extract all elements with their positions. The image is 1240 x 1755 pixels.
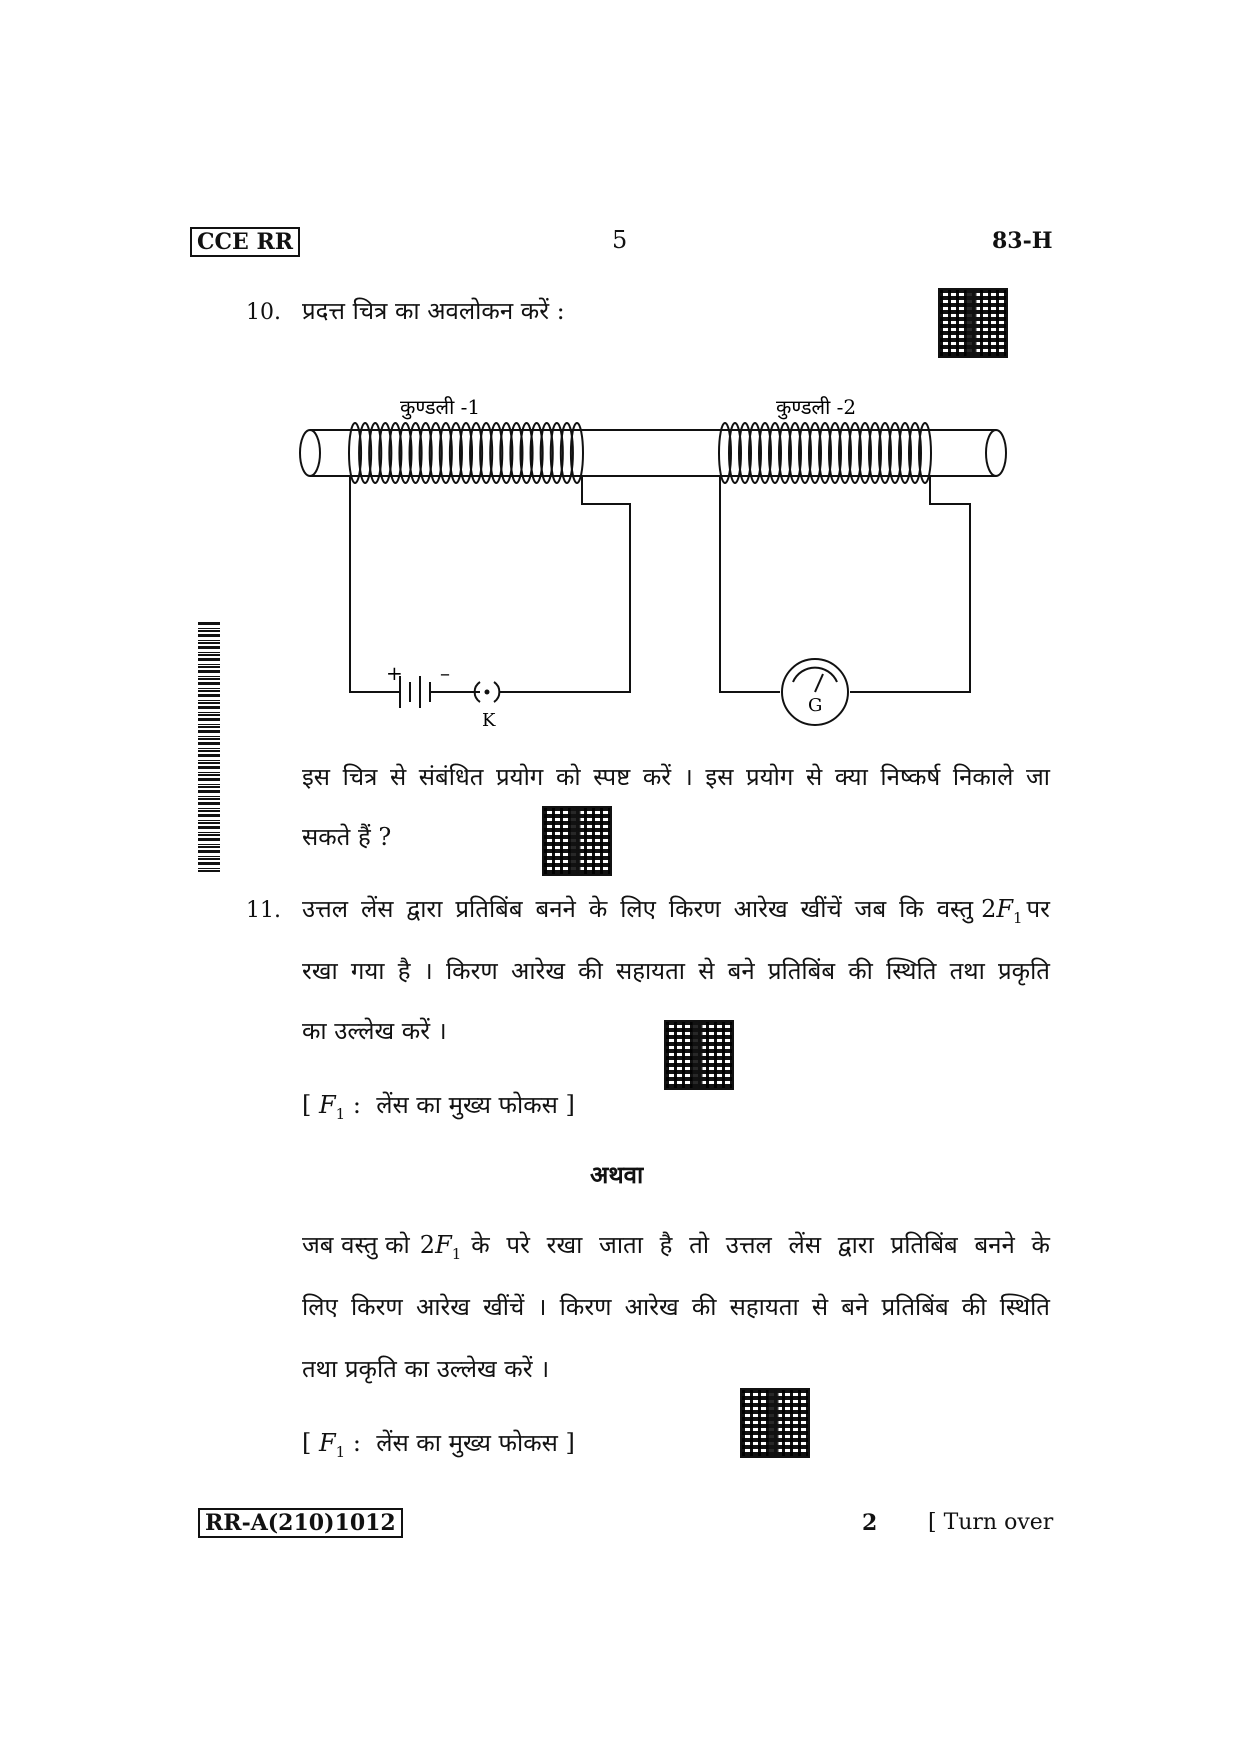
question-11-alt-line-2: लिए किरण आरेख खींचें । किरण आरेख की सहायता से बने प्रतिबिंब की स्थिति <box>302 1293 1050 1321</box>
question-11-line-1 <box>302 894 1050 933</box>
qr-code-q10-answer <box>542 806 612 876</box>
note-symbol-F: F <box>319 1091 336 1119</box>
qr-code-q11-alt <box>740 1388 810 1458</box>
coil-2-label: कुण्डली -2 <box>776 395 857 419</box>
tube-right-end <box>986 430 1006 476</box>
question-10-line-2: सकते हैं ? <box>302 823 392 851</box>
galvanometer-label: G <box>808 695 823 716</box>
question-11-alt-note: [ $F_1$ : लेंस का मुख्य फोकस ] <box>302 1429 575 1461</box>
exam-code: CCE RR <box>197 229 294 255</box>
coil-1 <box>349 423 583 483</box>
tube-left-end <box>300 430 320 476</box>
circuit-2-wire-right <box>850 476 970 692</box>
question-10-prompt: प्रदत्त चित्र का अवलोकन करें : <box>302 297 565 325</box>
qr-code-q10 <box>938 288 1008 358</box>
coil-2 <box>719 423 931 483</box>
circuit-1-wire <box>350 476 380 692</box>
or-separator: अथवा <box>590 1160 644 1189</box>
page-number-top: 5 <box>612 226 628 254</box>
paper-code: RR-A(210)1012 <box>205 1510 396 1536</box>
induction-coils-figure <box>290 380 1020 730</box>
symbol-2F1: $2F_1$ <box>981 895 1023 927</box>
question-11-line-2: रखा गया है । किरण आरेख की सहायता से बने प्रतिबिंब की स्थिति तथा प्रकृति <box>302 957 1050 985</box>
battery-minus: – <box>440 661 450 685</box>
circuit-1-wire-right <box>500 476 630 692</box>
question-11-alt-line-1: जब वस्तु को $2F_1$ के परे रखा जाता है तो उत्तल लेंस द्वारा प्रतिबिंब बनने के <box>302 1230 1050 1269</box>
question-11-line-1-text: उत्तल लेंस द्वारा प्रतिबिंब बनने के लिए किरण आरेख खींचें जब कि वस्तु <box>302 895 974 923</box>
alt-symbol-2F1: $2F_1$ <box>419 1231 462 1263</box>
question-11-line-3: का उल्लेख करें । <box>302 1017 447 1045</box>
question-number-10: 10. <box>246 300 281 325</box>
subject-code: 83-H <box>992 228 1053 254</box>
side-barcode <box>198 622 220 872</box>
turn-over-note: [ Turn over <box>928 1510 1054 1535</box>
coil-1-label: कुण्डली -1 <box>400 395 481 419</box>
key-label: K <box>482 710 496 730</box>
page-number-bottom: 2 <box>862 1510 878 1536</box>
question-number-11: 11. <box>246 898 281 923</box>
paper-code-box <box>198 1508 403 1538</box>
battery-plus: + <box>386 661 403 685</box>
question-11-line-1-end: पर <box>1026 895 1050 923</box>
circuit-2-wire <box>720 476 780 692</box>
question-11-alt-line-3: तथा प्रकृति का उल्लेख करें । <box>302 1355 550 1383</box>
exam-code-box <box>190 227 300 257</box>
galvanometer-dial <box>793 668 837 682</box>
question-10-line-1: इस चित्र से संबंधित प्रयोग को स्पष्ट करें । इस प्रयोग से क्या निष्कर्ष निकाले जा <box>302 763 1050 791</box>
qr-code-q11 <box>664 1020 734 1090</box>
question-11-note: [ $F_1$ : लेंस का मुख्य फोकस ] <box>302 1091 575 1123</box>
